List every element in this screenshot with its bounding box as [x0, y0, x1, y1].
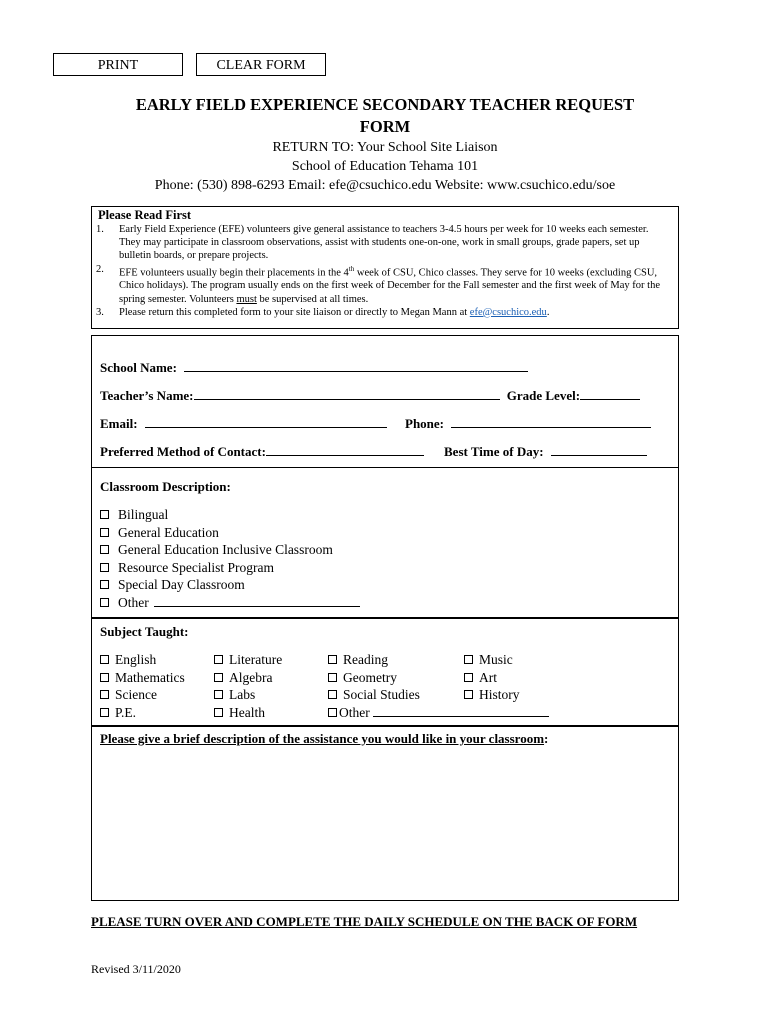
checkbox[interactable] [328, 673, 337, 682]
form-title-line1: EARLY FIELD EXPERIENCE SECONDARY TEACHER REQUEST [135, 95, 635, 114]
item-text: Early Field Experience (EFE) volunteers give general assistance to teachers 3-4.5 hours per week for 10 weeks each semester. They may participate in classroom observations, assist with students one-on-one, work in small groups, grade papers, set up bulletin boards, or prepare projects. [119, 224, 649, 262]
checkbox[interactable] [328, 708, 337, 717]
checkbox[interactable] [328, 690, 337, 699]
checkbox[interactable] [100, 708, 109, 717]
email-link[interactable]: efe@csuchico.edu [469, 306, 547, 318]
school-name-row [100, 360, 528, 376]
email-label: Email: [100, 416, 138, 431]
checkbox[interactable] [464, 673, 473, 682]
email-field[interactable] [145, 416, 387, 428]
option-label: General Education [118, 524, 219, 540]
classroom-option [100, 541, 333, 559]
item-text: be supervised at all times. [256, 293, 369, 305]
turn-over-note: PLEASE TURN OVER AND COMPLETE THE DAILY SCHEDULE ON THE BACK OF FORM [91, 914, 638, 929]
return-to-line: RETURN TO: Your School Site Liaison [272, 140, 498, 155]
subject-column [214, 651, 282, 721]
classroom-option [100, 559, 274, 577]
option-label: Other [339, 704, 370, 720]
checkbox[interactable] [100, 528, 109, 537]
best-time-label: Best Time of Day: [444, 444, 544, 459]
form-title-line2: FORM [359, 117, 411, 136]
option-label: Resource Specialist Program [118, 559, 274, 575]
contact-line: Phone: (530) 898-6293 Email: efe@csuchico.edu Website: www.csuchico.edu/soe [154, 178, 616, 193]
option-label: Geometry [343, 669, 397, 685]
emphasis-must: must [236, 293, 257, 305]
assistance-description-input[interactable] [96, 751, 676, 899]
item-number: 3. [96, 306, 104, 318]
item-number: 2. [96, 263, 104, 275]
revision-date: Revised 3/11/2020 [91, 962, 181, 976]
checkbox[interactable] [100, 655, 109, 664]
best-time-field[interactable] [551, 444, 647, 456]
subject-option [100, 669, 185, 687]
subject-option [214, 669, 282, 687]
subject-option [464, 651, 520, 669]
checkbox[interactable] [328, 655, 337, 664]
checkbox[interactable] [100, 673, 109, 682]
option-label: Art [479, 669, 497, 685]
item-text: . [546, 306, 550, 318]
subject-option [214, 651, 282, 669]
read-first-title: Please Read First [98, 208, 192, 222]
checkbox[interactable] [100, 510, 109, 519]
phone-label: Phone: [405, 416, 444, 431]
read-first-item [92, 306, 678, 319]
option-label: Labs [229, 687, 256, 703]
option-label: Health [229, 704, 265, 720]
read-first-box [91, 206, 679, 329]
teacher-name-label: Teacher’s Name: [100, 388, 194, 403]
option-label: General Education Inclusive Classroom [118, 542, 333, 558]
subject-taught-box [91, 618, 679, 726]
teacher-info-box [91, 335, 679, 468]
read-first-item [92, 223, 678, 263]
option-label: Reading [343, 652, 388, 667]
checkbox[interactable] [214, 690, 223, 699]
subject-column [100, 651, 185, 721]
item-text: EFE volunteers usually begin their placements in the 4 [119, 267, 349, 279]
title-colon: : [544, 731, 549, 746]
checkbox[interactable] [464, 690, 473, 699]
preferred-contact-row [100, 444, 424, 460]
option-label: P.E. [115, 704, 137, 720]
classroom-option [100, 576, 245, 594]
preferred-contact-label: Preferred Method of Contact: [100, 444, 266, 459]
classroom-description-box [91, 468, 679, 618]
best-time-row [444, 444, 647, 460]
checkbox[interactable] [100, 690, 109, 699]
print-button[interactable]: PRINT [53, 53, 183, 76]
grade-level-field[interactable] [580, 388, 640, 400]
classroom-option [100, 506, 168, 524]
item-number: 1. [96, 224, 104, 235]
other-subject-field[interactable] [373, 706, 549, 717]
assistance-description-box [91, 726, 679, 901]
read-first-item [92, 263, 678, 306]
checkbox[interactable] [214, 655, 223, 664]
option-label: Science [115, 687, 157, 703]
teacher-name-row [100, 388, 640, 404]
subject-column [464, 651, 520, 704]
assistance-description-label: Please give a brief description of the assistance you would like in your classroom [100, 731, 545, 746]
preferred-contact-field[interactable] [266, 444, 424, 456]
checkbox[interactable] [100, 580, 109, 589]
school-name-label: School Name: [100, 360, 177, 375]
subject-option [100, 651, 185, 669]
checkbox[interactable] [214, 708, 223, 717]
checkbox[interactable] [464, 655, 473, 664]
option-label: Literature [229, 652, 283, 667]
checkbox[interactable] [214, 673, 223, 682]
subject-option [328, 704, 549, 722]
option-label: History [479, 687, 520, 703]
item-text: Please return this completed form to your site liaison or directly to Megan Mann at [119, 306, 470, 318]
subject-option [214, 686, 282, 704]
checkbox[interactable] [100, 598, 109, 607]
email-row [100, 416, 387, 432]
grade-level-label: Grade Level: [506, 388, 581, 403]
option-label: Music [479, 652, 513, 667]
subject-option [100, 704, 185, 722]
phone-row [405, 416, 651, 432]
read-first-list [92, 223, 678, 319]
option-label: Algebra [229, 669, 273, 685]
subject-option [464, 669, 520, 687]
subject-option [464, 686, 520, 704]
phone-field[interactable] [451, 416, 651, 428]
checkbox[interactable] [100, 563, 109, 572]
other-classroom-field[interactable] [154, 596, 360, 607]
option-label: English [115, 652, 157, 667]
option-label: Other [118, 595, 149, 610]
classroom-option-other [100, 594, 360, 612]
form-title [90, 94, 680, 138]
school-location-line: School of Education Tehama 101 [291, 159, 479, 174]
ordinal-suffix: th [348, 264, 355, 273]
subject-option [214, 704, 282, 722]
checkbox[interactable] [100, 545, 109, 554]
classroom-option [100, 524, 219, 542]
clear-form-button[interactable]: CLEAR FORM [196, 53, 326, 76]
assistance-description-title [100, 731, 548, 747]
school-name-field[interactable] [184, 360, 528, 372]
option-label: Bilingual [118, 507, 169, 522]
classroom-description-title: Classroom Description: [100, 479, 231, 494]
subject-taught-title: Subject Taught: [100, 624, 189, 639]
teacher-name-field[interactable] [194, 388, 500, 400]
item-text: week of CSU, Chico classes. They serve for 10 weeks (excluding CSU, Chico holidays). The program usually ends on the first week of December for the Fall semester and the first week of May for the spring semester. Volunteers [119, 267, 660, 305]
option-label: Special Day Classroom [118, 577, 245, 593]
option-label: Social Studies [343, 687, 420, 703]
subject-option [100, 686, 185, 704]
option-label: Mathematics [115, 669, 185, 685]
